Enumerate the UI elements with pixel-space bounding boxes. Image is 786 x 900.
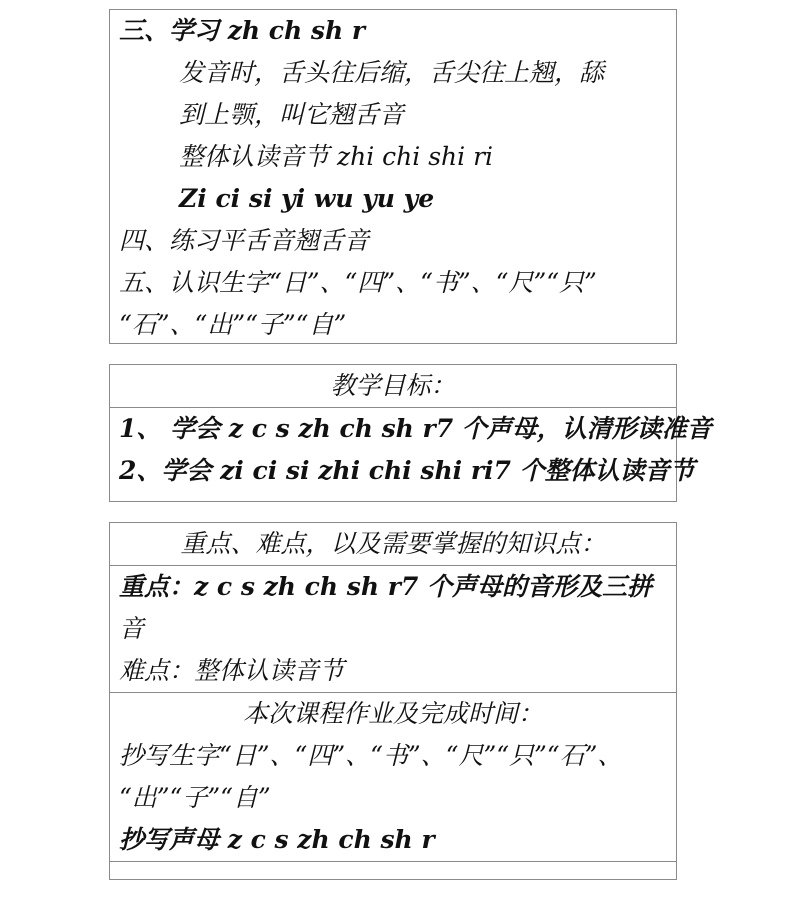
goal-item-1: 1、 学会 z c s zh ch sh r7 个声母，认清形读准音: [119, 414, 712, 443]
teaching-goals-heading: 教学目标：: [330, 371, 456, 400]
homework-line-1: 抄写生字“日”、“四”、“书”、“尺”“只”“石”、: [119, 741, 623, 770]
lesson-content-box: [109, 9, 677, 344]
lesson-line-3: 到上颚，叫它翘舌音: [179, 100, 405, 129]
lesson-line-5: Zi ci si yi wu yu ye: [179, 184, 435, 213]
divider: [110, 861, 676, 862]
lesson-line-7: 五、认识生字“日”、“四”、“书”、“尺”“只”: [119, 268, 597, 297]
key-point-line-2: 音: [119, 614, 145, 643]
homework-heading: 本次课程作业及完成时间：: [242, 699, 543, 728]
key-point-line-1: 重点：z c s zh ch sh r7 个声母的音形及三拼: [119, 572, 653, 601]
homework-line-3: 抄写声母 z c s zh ch sh r: [119, 825, 435, 854]
homework-line-2: “出”“子”“自”: [119, 783, 271, 812]
key-point-line-3: 难点：整体认读音节: [119, 656, 345, 685]
lesson-line-1: 三、学习 zh ch sh r: [119, 16, 366, 45]
lesson-line-2: 发音时，舌头往后缩，舌尖往上翘，舔: [179, 58, 605, 87]
lesson-line-8: “石”、“出”“子”“自”: [119, 310, 347, 339]
goal-item-2: 2、学会 zi ci si zhi chi shi ri7 个整体认读音节: [119, 456, 695, 485]
lesson-line-6: 四、练习平舌音翘舌音: [119, 226, 370, 255]
teaching-goals-box: [109, 364, 712, 502]
key-points-box: [109, 522, 677, 880]
lesson-line-4: 整体认读音节 zhi chi shi ri: [179, 142, 494, 171]
key-points-heading: 重点、难点，以及需要掌握的知识点：: [180, 529, 606, 558]
